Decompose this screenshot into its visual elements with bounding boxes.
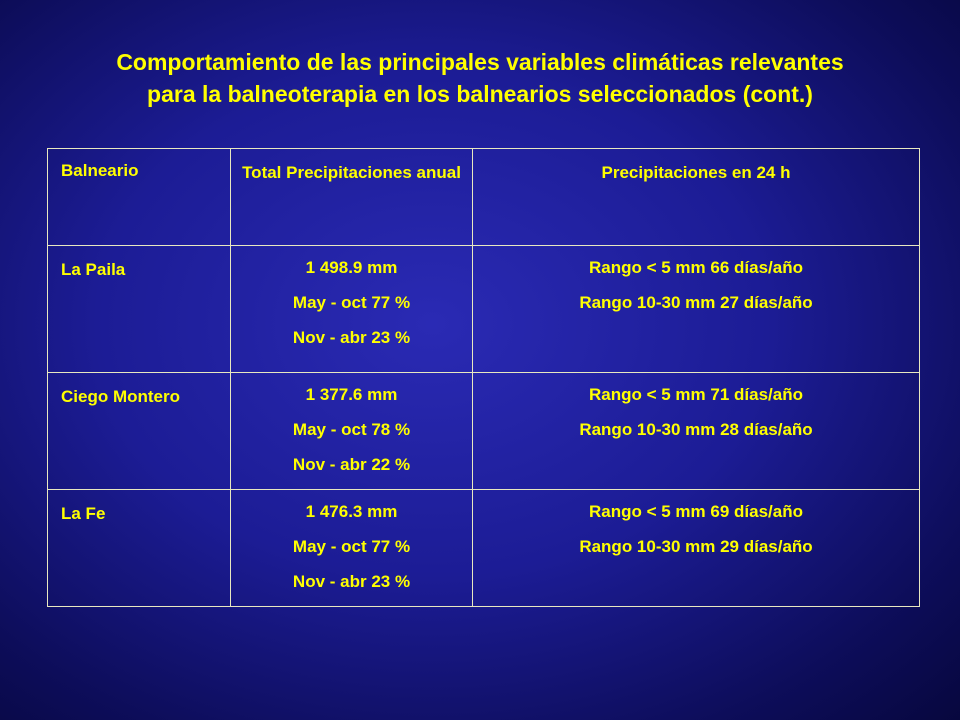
h24-range-10-30: Rango 10-30 mm 29 días/año <box>579 537 813 556</box>
total-annual-value: 1 498.9 mm <box>305 258 398 277</box>
precipitation-table <box>47 148 920 607</box>
header-balneario <box>48 149 231 246</box>
h24-range-under-5: Rango < 5 mm 69 días/año <box>589 502 803 521</box>
slide-title-line-1: Comportamiento de las principales variables climáticas relevantes <box>116 49 844 75</box>
h24-cell <box>473 246 920 373</box>
slide-title-line-2: para la balneoterapia en los balnearios seleccionados (cont.) <box>147 81 813 107</box>
total-cell <box>231 373 473 490</box>
balneario-name: La Fe <box>61 504 106 523</box>
header-total-precipitaciones <box>231 149 473 246</box>
total-annual-value: 1 377.6 mm <box>305 385 398 404</box>
table-header-row <box>48 149 920 246</box>
h24-cell <box>473 373 920 490</box>
header-24h-label: Precipitaciones en 24 h <box>601 163 791 182</box>
slide-title <box>20 46 940 110</box>
header-precipitaciones-24h <box>473 149 920 246</box>
balneario-name-cell <box>48 490 231 607</box>
balneario-name: La Paila <box>61 260 126 279</box>
balneario-name-cell <box>48 246 231 373</box>
total-nov-abr: Nov - abr 23 % <box>292 328 411 347</box>
total-cell <box>231 490 473 607</box>
h24-range-under-5: Rango < 5 mm 71 días/año <box>589 385 803 404</box>
table-row <box>48 490 920 607</box>
table-row <box>48 246 920 373</box>
total-may-oct: May - oct 77 % <box>292 537 411 556</box>
header-total-label: Total Precipitaciones anual <box>242 163 461 182</box>
total-nov-abr: Nov - abr 22 % <box>292 455 411 474</box>
h24-range-10-30: Rango 10-30 mm 28 días/año <box>579 420 813 439</box>
total-may-oct: May - oct 77 % <box>292 293 411 312</box>
total-cell <box>231 246 473 373</box>
table-row <box>48 373 920 490</box>
total-nov-abr: Nov - abr 23 % <box>292 572 411 591</box>
header-balneario-label: Balneario <box>61 161 139 180</box>
balneario-name-cell <box>48 373 231 490</box>
total-may-oct: May - oct 78 % <box>292 420 411 439</box>
h24-range-10-30: Rango 10-30 mm 27 días/año <box>579 293 813 312</box>
h24-range-under-5: Rango < 5 mm 66 días/año <box>589 258 803 277</box>
h24-cell <box>473 490 920 607</box>
total-annual-value: 1 476.3 mm <box>305 502 398 521</box>
balneario-name: Ciego Montero <box>61 387 180 406</box>
